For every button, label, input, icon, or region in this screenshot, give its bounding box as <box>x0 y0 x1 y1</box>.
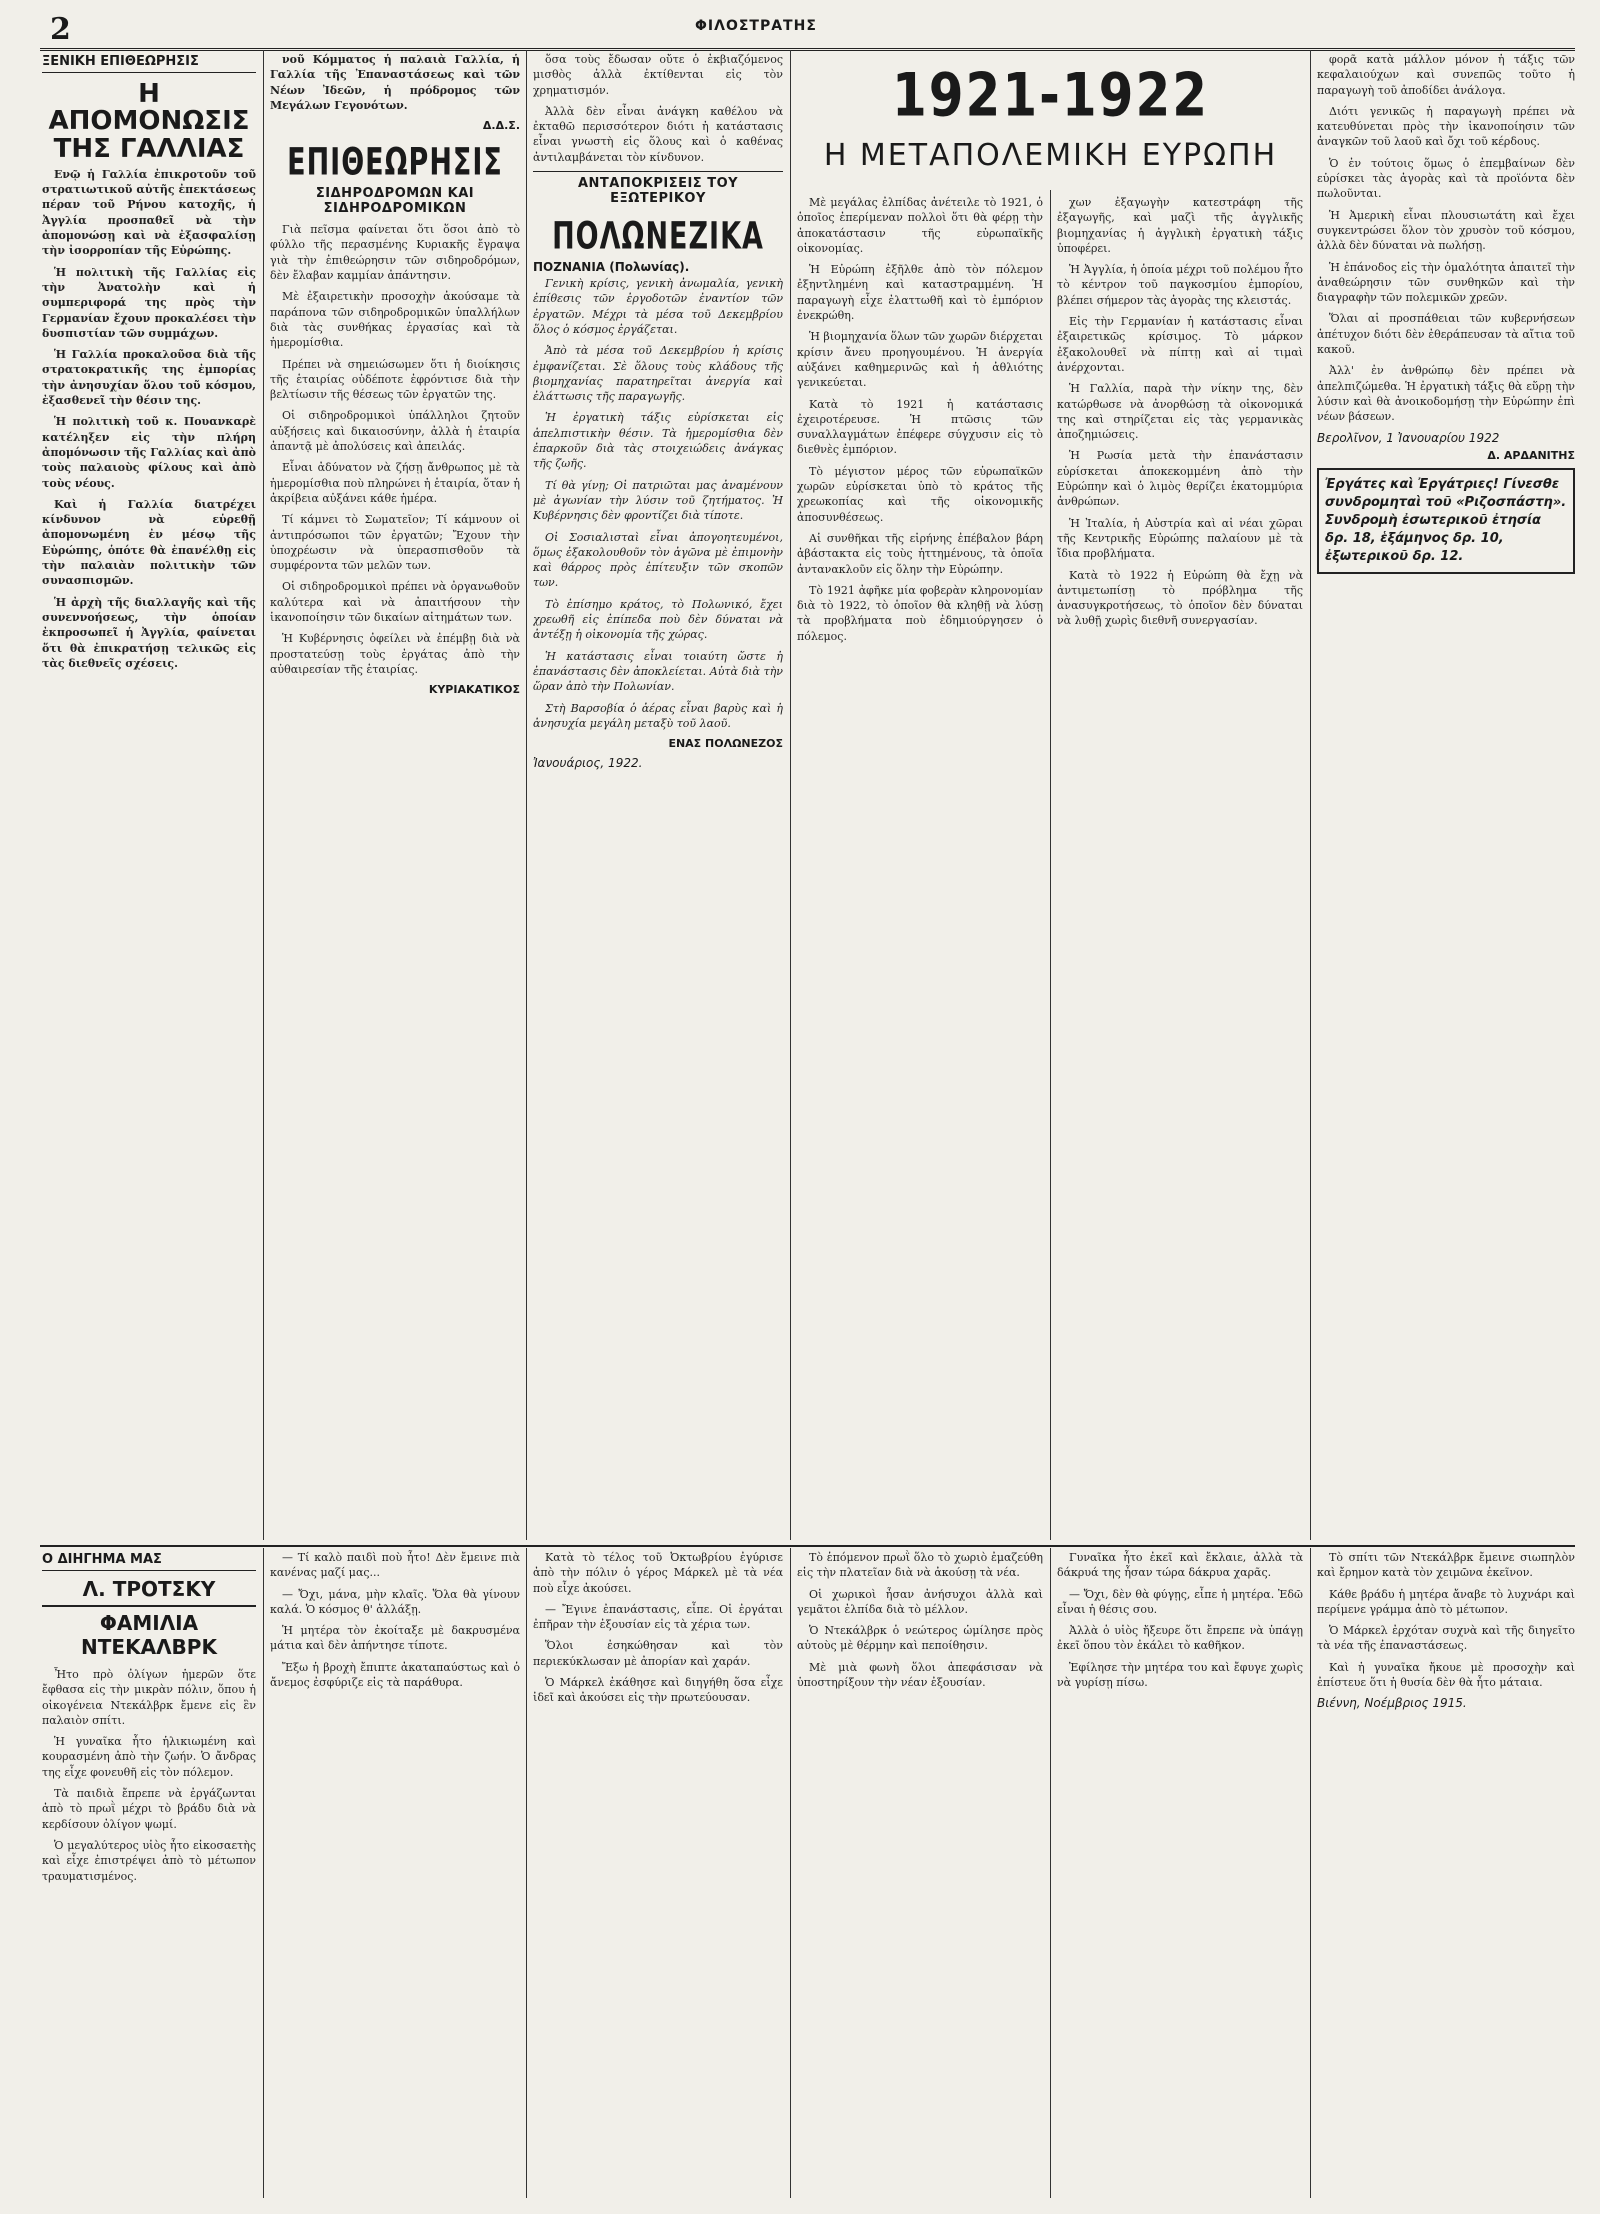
paragraph: Ἀλλ' ἐν ἀνθρώπῳ δὲν πρέπει νὰ ἀπελπιζώμεθα. Ἡ ἐργατικὴ τάξις θὰ εὕρῃ τὴν λύσιν καὶ θὰ ἀνοικοδομήσῃ τὴν Εὐρώπην ἐπὶ νέων βάσεων. <box>1317 364 1575 424</box>
paragraph: Ἔξω ἡ βροχὴ ἔπιπτε ἀκαταπαύστως καὶ ὁ ἄνεμος ἐσφύριζε εἰς τὰ παράθυρα. <box>270 1660 520 1690</box>
serial-kicker: Ο ΔΙΗΓΗΜΑ ΜΑΣ <box>42 1550 256 1571</box>
paragraph: Ἡ πολιτικὴ τοῦ κ. Πουανκαρὲ κατέληξεν εἰς τὴν πλήρη ἀπομόνωσιν τῆς Γαλλίας καὶ ἀπὸ τοὺς παλαιοὺς φίλους καὶ ἀπὸ τοὺς νέους. <box>42 415 256 490</box>
serial-title: ΦΑΜΙΛΙΑ ΝΤΕΚΑΛΒΡΚ <box>81 1611 217 1659</box>
paragraph: Ἡ Ἀγγλία, ἡ ὁποία μέχρι τοῦ πολέμου ἦτο τὸ κέντρον τοῦ παγκοσμίου ἐμπορίου, βλέπει σήμερον τὰς ἀγορὰς της κλειστάς. <box>1057 263 1303 307</box>
paragraph: Ἡ γυναῖκα ἦτο ἡλικιωμένη καὶ κουρασμένη ἀπὸ τὴν ζωήν. Ὁ ἄνδρας της εἶχε φονευθῆ εἰς τὸν πόλεμον. <box>42 1735 256 1779</box>
signature: Δ.Δ.Σ. <box>482 119 520 133</box>
dateline: ΠΟΖΝΑΝΙΑ (Πολωνίας). <box>533 260 690 275</box>
serial-author: Λ. ΤΡΟΤΣΚΥ <box>42 1577 256 1607</box>
banner-article-continuation <box>1317 52 1575 1540</box>
banner-article-left <box>797 195 1043 1540</box>
paragraph: Οἱ χωρικοὶ ἦσαν ἀνήσυχοι ἀλλὰ καὶ γεμᾶτοι ἐλπίδα διὰ τὸ μέλλον. <box>797 1587 1043 1616</box>
paragraph: Αἱ συνθῆκαι τῆς εἰρήνης ἐπέβαλον βάρη ἀβάστακτα εἰς τοὺς ἡττημένους, τὰ ὁποῖα ἀντανακλοῦν εἰς ὅλην τὴν Εὐρώπην. <box>797 531 1043 576</box>
paragraph: Ἡ ἀρχὴ τῆς διαλλαγῆς καὶ τῆς συνεννοήσεως, τὴν ὁποίαν ἐκπροσωπεῖ ἡ Ἀγγλία, φαίνεται ὅτι θὰ ἐπικρατήσῃ τελικῶς εἰς τὰς διεθνεῖς σχέσεις. <box>42 595 256 670</box>
paragraph: Ἀπὸ τὰ μέσα τοῦ Δεκεμβρίου ἡ κρίσις ἐμφανίζεται. Σὲ ὅλους τοὺς κλάδους τῆς βιομηχανίας παρατηρεῖται ἀνεργία καὶ ἐλάττωσις τῆς παραγωγῆς. <box>533 344 783 404</box>
paragraph: Κατὰ τὸ 1922 ἡ Εὐρώπη θὰ ἔχῃ νὰ ἀντιμετωπίσῃ τὸ πρόβλημα τῆς ἀνασυγκροτήσεως, τὸ ὁποῖον δὲν δύναται νὰ λυθῇ χωρὶς διεθνῆ συνεργασίαν. <box>1057 568 1303 628</box>
paragraph: Γενικὴ κρίσις, γενικὴ ἀνωμαλία, γενικὴ ἐπίθεσις τῶν ἐργοδοτῶν ἐναντίον τῶν ἐργατῶν. Μέχρι τὰ μέσα τοῦ Δεκεμβρίου ὅλος ὁ κόσμος ἐργάζεται. <box>533 277 783 336</box>
paragraph: Μὲ ἐξαιρετικὴν προσοχὴν ἀκούσαμε τὰ παράπονα τῶν σιδηροδρομικῶν ὑπαλλήλων διὰ τὰς συνθήκας ἐργασίας καὶ τὰ ἡμερομίσθια. <box>270 290 520 350</box>
paragraph: Κάθε βράδυ ἡ μητέρα ἄναβε τὸ λυχνάρι καὶ περίμενε γράμμα ἀπὸ τὸ μέτωπον. <box>1317 1587 1575 1616</box>
paragraph: Ὅλαι αἱ προσπάθειαι τῶν κυβερνήσεων ἀπέτυχον διότι δὲν ἐθεράπευσαν τὰ αἴτια τοῦ κακοῦ. <box>1317 312 1575 357</box>
section-label: ΑΝΤΑΠΟΚΡΙΣΕΙΣ ΤΟΥ ΕΞΩΤΕΡΙΚΟΥ <box>533 171 783 206</box>
column-rule <box>263 1548 264 2198</box>
paragraph: Τὸ ἐπίσημο κράτος, τὸ Πολωνικό, ἔχει χρεωθῆ εἰς ἐπίπεδα ποὺ δὲν δύναται νὰ ἀντέξῃ ἡ οἰκονομία τῆς χώρας. <box>533 597 783 642</box>
article-subhead: ΣΙΔΗΡΟΔΡΟΜΩΝ ΚΑΙ ΣΙΔΗΡΟΔΡΟΜΙΚΩΝ <box>315 186 475 217</box>
paragraph: Ἡ Εὐρώπη ἐξῆλθε ἀπὸ τὸν πόλεμον ἐξηντλημένη καὶ καταστραμμένη. Ἡ παραγωγὴ εἶχε ἐλαττωθῆ καὶ τὸ ἐμπόριον ἐνεκρώθη. <box>797 263 1043 323</box>
date: Βιέννη, Νοέμβριος 1915. <box>1317 1696 1467 1711</box>
column-rule <box>790 50 791 1540</box>
paragraph: ὅσα τοὺς ἔδωσαν οὔτε ὁ ἐκβιαζόμενος μισθὸς ἀλλὰ ἐκτίθενται εἰς τὸν χρηματισμόν. <box>533 53 783 97</box>
serial-column-6 <box>1317 1550 1575 2200</box>
paragraph: Τί κάμνει τὸ Σωματεῖον; Τί κάμνουν οἱ ἀντιπρόσωποι τῶν ἐργατῶν; Ἔχουν τὴν ὑποχρέωσιν νὰ ὑπερασπισθοῦν τὰ συμφέροντα τῶν μελῶν των. <box>270 513 520 573</box>
column-rule <box>1310 1548 1311 2198</box>
paragraph: Ἡ μητέρα τὸν ἐκοίταξε μὲ δακρυσμένα μάτια καὶ δὲν ἀπήντησε τίποτε. <box>270 1624 520 1653</box>
signature: Δ. ΑΡΔΑΝΙΤΗΣ <box>1487 448 1575 462</box>
paragraph: Ὁ Μάρκελ ἐκάθησε καὶ διηγήθη ὅσα εἶχε ἰδεῖ καὶ ἀκούσει εἰς τὴν πρωτεύουσαν. <box>533 1676 783 1705</box>
signature: ΚΥΡΙΑΚΑΤΙΚΟΣ <box>428 683 520 697</box>
paragraph: Οἱ σιδηροδρομικοὶ πρέπει νὰ ὀργανωθοῦν καλύτερα καὶ νὰ ἀπαιτήσουν τὴν ἱκανοποίησιν τῶν δικαίων αἰτημάτων των. <box>270 580 520 625</box>
paragraph: Ὁ Μάρκελ ἐρχόταν συχνὰ καὶ τῆς διηγεῖτο τὰ νέα τῆς ἐπαναστάσεως. <box>1317 1624 1575 1653</box>
serial-column-3 <box>533 1550 783 2200</box>
paragraph: — Τί καλὸ παιδὶ ποὺ ἦτο! Δὲν ἔμεινε πιὰ κανένας μαζί μας... <box>270 1551 520 1580</box>
paragraph: Γυναῖκα ἦτο ἐκεῖ καὶ ἔκλαιε, ἀλλὰ τὰ δάκρυά της ἦσαν τώρα δάκρυα χαρᾶς. <box>1057 1551 1303 1580</box>
paragraph: Ἦτο πρὸ ὀλίγων ἡμερῶν ὅτε ἔφθασα εἰς τὴν μικρὰν πόλιν, ὅπου ἡ οἰκογένεια Ντεκάλβρκ ἔμενε εἰς ἓν παλαιὸν σπίτι. <box>42 1668 256 1727</box>
article-headline: Η ΑΠΟΜΟΝΩΣΙΣ ΤΗΣ ΓΑΛΛΙΑΣ <box>48 79 250 164</box>
column-railways <box>270 52 520 1540</box>
paragraph: Ἀλλὰ ὁ υἱὸς ἤξευρε ὅτι ἔπρεπε νὰ ὑπάγῃ ἐκεῖ ὅπου τὸν ἐκάλει τὸ καθῆκον. <box>1057 1624 1303 1653</box>
subscription-notice: Ἐργάτες καὶ Ἐργάτριες! Γίνεσθε συνδρομηταὶ τοῦ «Ριζοσπάστη». Συνδρομὴ ἐσωτερικοῦ ἐτησία δρ. 18, ἑξάμηνος δρ. 10, ἐξωτερικοῦ δρ. 12. <box>1317 468 1575 574</box>
paragraph: Τὸ ἑπόμενον πρωῒ ὅλο τὸ χωριὸ ἐμαζεύθη εἰς τὴν πλατεῖαν διὰ νὰ ἀκούσῃ τὰ νέα. <box>797 1551 1043 1580</box>
paragraph: Ενῷ ἡ Γαλλία ἐπικροτοῦν τοῦ στρατιωτικοῦ αὐτῆς ἐπεκτάσεως πέραν τοῦ Ρήνου κατοχῆς, ἡ Ἀγγλία προσπαθεῖ νὰ τὴν ἀπομονώσῃ καὶ νὰ ἐξασφαλίσῃ τὴν ἰσορροπίαν τῆς Εὐρώπης. <box>42 167 256 258</box>
paragraph: Ἡ ἐργατικὴ τάξις εὑρίσκεται εἰς ἀπελπιστικὴν θέσιν. Τὰ ἡμερομίσθια δὲν ἐπαρκοῦν διὰ τὰς στοιχειώδεις ἀνάγκας τῆς ζωῆς. <box>533 411 783 471</box>
paragraph: Γιὰ πεῖσμα φαίνεται ὅτι ὅσοι ἀπὸ τὸ φύλλο τῆς περασμένης Κυριακῆς ἔγραψα γιὰ τὴν ἐπιθεώρησιν τῶν σιδηροδρόμων, δὲν ἔλαβαν καμμίαν ἀπάντησιν. <box>270 223 520 283</box>
column-foreign-review <box>42 52 256 1540</box>
paragraph: Οἱ Σοσιαλισταὶ εἶναι ἀπογοητευμένοι, ὅμως ἐξακολουθοῦν τὸν ἀγῶνα μὲ ἐπιμονὴν καὶ θάρρος πρὸς ἐπίτευξιν τῶν σκοπῶν των. <box>533 530 783 590</box>
paper-name: ΦΙΛΟΣΤΡΑΤΗΣ <box>695 18 817 34</box>
serial-column-1 <box>42 1550 256 2200</box>
paragraph: Τὸ 1921 ἀφῆκε μία φοβερὰν κληρονομίαν διὰ τὸ 1922, τὸ ὁποῖον θὰ κληθῇ νὰ λύσῃ τὰ προβλήματα ποὺ ἐδημιούργησεν ὁ πόλεμος. <box>797 583 1043 643</box>
paragraph: Μὲ μεγάλας ἐλπίδας ἀνέτειλε τὸ 1921, ὁ ὁποῖος ἐπερίμεναν πολλοὶ ὅτι θὰ φέρῃ τὴν ἀποκατάστασιν τῆς εὐρωπαϊκῆς οἰκονομίας. <box>797 196 1043 255</box>
paragraph: — Ἔγινε ἐπανάστασις, εἶπε. Οἱ ἐργάται ἐπῆραν τὴν ἐξουσίαν εἰς τὰ χέρια των. <box>533 1602 783 1632</box>
paragraph: νοῦ Κόμματος ἡ παλαιὰ Γαλλία, ἡ Γαλλία τῆς Ἐπαναστάσεως καὶ τῶν Νέων Ἰδεῶν, ἡ πρόδρομος τῶν Μεγάλων Γεγονότων. <box>270 53 520 112</box>
paragraph: Ἡ Γαλλία προκαλοῦσα διὰ τῆς στρατοκρατικῆς της ἐμπορίας τὴν ἀνησυχίαν ὅλου τοῦ κόσμου, ἐξασθενεῖ τὴν θέσιν της. <box>42 348 256 408</box>
paragraph: χων ἐξαγωγὴν κατεστράφη τῆς ἐξαγωγῆς, καὶ μαζὶ τῆς ἀγγλικῆς βιομηχανίας ἡ ἀγγλικὴ ἐργατικὴ τάξις ὑποφέρει. <box>1057 196 1303 255</box>
section-kicker: ΞΕΝΙΚΗ ΕΠΙΘΕΩΡΗΣΙΣ <box>42 52 256 73</box>
date: Ἰανουάριος, 1922. <box>533 756 643 771</box>
paragraph: Τὰ παιδιὰ ἔπρεπε νὰ ἐργάζωνται ἀπὸ τὸ πρωῒ μέχρι τὸ βράδυ διὰ νὰ κερδίσουν ὀλίγον ψωμί. <box>42 1787 256 1831</box>
paragraph: Ἡ Ἰταλία, ἡ Αὐστρία καὶ αἱ νέαι χῶραι τῆς Κεντρικῆς Εὐρώπης παλαίουν μὲ τὰ ἴδια προβλήματα. <box>1057 516 1303 561</box>
paragraph: Ἡ ἐπάνοδος εἰς τὴν ὁμαλότητα ἀπαιτεῖ τὴν ἀναθεώρησιν τῶν συνθηκῶν καὶ τὴν διαγραφὴν τῶν πολεμικῶν χρεῶν. <box>1317 260 1575 305</box>
signature: ΕΝΑΣ ΠΟΛΩΝΕΖΟΣ <box>668 737 783 751</box>
paragraph: Ἡ βιομηχανία ὅλων τῶν χωρῶν διέρχεται κρίσιν ἄνευ προηγουμένου. Ἡ ἀνεργία αὐξάνει καθημερινῶς καὶ ἡ ἀθλιότης γενικεύεται. <box>797 330 1043 390</box>
paragraph: Τὸ σπίτι τῶν Ντεκάλβρκ ἔμεινε σιωπηλὸν καὶ ἔρημον κατὰ τὸν χειμῶνα ἐκεῖνον. <box>1317 1551 1575 1580</box>
column-rule <box>1050 1548 1051 2198</box>
paragraph: Πρέπει νὰ σημειώσωμεν ὅτι ἡ διοίκησις τῆς ἑταιρίας οὐδέποτε ἐφρόντισε διὰ τὴν βελτίωσιν τῆς θέσεως τῶν ἐργατῶν της. <box>270 357 520 402</box>
paragraph: Στὴ Βαρσοβία ὁ ἀέρας εἶναι βαρὺς καὶ ἡ ἀνησυχία μεγάλη μεταξὺ τοῦ λαοῦ. <box>533 701 783 730</box>
paragraph: Ἀλλὰ δὲν εἶναι ἀνάγκη καθέλου νὰ ἐκταθῶ περισσότερον διότι ἡ κατάστασις εἶναι γνωστὴ εἰς ὅλους καὶ ὁ καθένας ἀντιλαμβάνεται τὸν κίνδυνον. <box>533 104 783 164</box>
paragraph: Διότι γενικῶς ἡ παραγωγὴ πρέπει νὰ κατευθύνεται πρὸς τὴν ἱκανοποίησιν τῶν ἀναγκῶν τοῦ λαοῦ καὶ ὄχι τοῦ κέρδους. <box>1317 104 1575 149</box>
paragraph: Ἡ Ρωσία μετὰ τὴν ἐπανάστασιν εὑρίσκεται ἀποκεκομμένη ἀπὸ τὴν Εὐρώπην καὶ ὁ λιμὸς θερίζει ἑκατομμύρια ἀνθρώπων. <box>1057 449 1303 509</box>
banner-title: Η ΜΕΤΑΠΟΛΕΜΙΚΗ ΕΥΡΩΠΗ <box>823 138 1278 173</box>
paragraph: Εἶναι ἀδύνατον νὰ ζήσῃ ἄνθρωπος μὲ τὰ ἡμερομίσθια ποὺ πληρώνει ἡ ἑταιρία, ὅταν ἡ ἀκρίβεια αὐξάνει κάθε ἡμέρα. <box>270 461 520 505</box>
paragraph: Ἡ κατάστασις εἶναι τοιαύτη ὥστε ἡ ἐπανάστασις δὲν ἀποκλείεται. Αὐτὰ διὰ τὴν ὥραν ἀπὸ τὴν Πολωνίαν. <box>533 649 783 694</box>
column-rule <box>790 1548 791 2198</box>
banner-article-right <box>1057 195 1303 1540</box>
dateline: Βερολῖνον, 1 Ἰανουαρίου 1922 <box>1317 430 1500 445</box>
paragraph: Εἰς τὴν Γερμανίαν ἡ κατάστασις εἶναι ἐξαιρετικῶς κρίσιμος. Τὸ μάρκον ἐξακολουθεῖ νὰ πίπτῃ καὶ αἱ τιμαὶ ἀνέρχονται. <box>1057 315 1303 374</box>
paragraph: φορᾶ κατὰ μάλλον μόνον ἡ τάξις τῶν κεφαλαιούχων καὶ συνεπῶς τοῦτο ἡ παραγωγὴ τοῦ ἀποδίδει ἀνάλογα. <box>1317 53 1575 97</box>
paragraph: Καὶ ἡ Γαλλία διατρέχει κίνδυνον νὰ εὑρεθῇ ἀπομονωμένη ἐν μέσῳ τῆς Εὐρώπης, ὁπότε θὰ ἐπανέλθῃ εἰς τὴν παλαιὰν πολιτικὴν τῶν συνασπισμῶν. <box>42 497 256 588</box>
article-headline: ΕΠΙΘΕΩΡΗΣΙΣ <box>287 140 503 185</box>
banner-year: 1921-1922 <box>891 60 1210 130</box>
paragraph: Κατὰ τὸ τέλος τοῦ Ὀκτωβρίου ἐγύρισε ἀπὸ τὴν πόλιν ὁ γέρος Μάρκελ μὲ τὰ νέα ποὺ εἶχε ἀκούσει. <box>533 1551 783 1595</box>
article-headline: ΠΟΛΩΝΕΖΙΚΑ <box>552 214 764 259</box>
page-number: 2 <box>50 12 71 47</box>
paragraph: Ὁ μεγαλύτερος υἱὸς ἦτο εἰκοσαετὴς καὶ εἶχε ἐπιστρέψει ἀπὸ τὸ μέτωπον τραυματισμένος. <box>42 1838 256 1883</box>
masthead <box>40 8 1575 51</box>
banner-article-header <box>797 52 1304 192</box>
paragraph: Ἡ Κυβέρνησις ὀφείλει νὰ ἐπέμβῃ διὰ νὰ προστατεύσῃ τοὺς ἐργάτας ἀπὸ τὴν αὐθαιρεσίαν τῆς ἑταιρίας. <box>270 632 520 676</box>
serial-column-2 <box>270 1550 520 2200</box>
paragraph: Τί θὰ γίνῃ; Οἱ πατριῶται μας ἀναμένουν μὲ ἀγωνίαν τὴν λύσιν τοῦ ζητήματος. Ἡ Κυβέρνησις δὲν φροντίζει διὰ τίποτε. <box>533 478 783 523</box>
paragraph: Ἡ πολιτικὴ τῆς Γαλλίας εἰς τὴν Ἀνατολὴν καὶ ἡ συμπεριφορά της πρὸς τὴν Γερμανίαν ἔχουν προκαλέσει τὴν δυσπιστίαν τῶν συμμάχων. <box>42 265 256 340</box>
paragraph: Ὁ ἐν τούτοις ὅμως ὁ ἐπεμβαίνων δὲν εὑρίσκει τὰς ἀγορὰς καὶ τὰ προϊόντα δὲν πωλοῦνται. <box>1317 156 1575 201</box>
paragraph: Κατὰ τὸ 1921 ἡ κατάστασις ἐχειροτέρευσε. Ἡ πτῶσις τῶν συναλλαγμάτων ἐπέφερε σύγχυσιν εἰς τὸ διεθνὲς ἐμπόριον. <box>797 397 1043 457</box>
paragraph: Καὶ ἡ γυναῖκα ἤκουε μὲ προσοχὴν καὶ ἐπίστευε ὅτι ἡ θυσία δὲν θὰ ἦτο μάταια. <box>1317 1660 1575 1690</box>
column-rule <box>526 50 527 1540</box>
column-rule <box>1050 190 1051 1540</box>
paragraph: Τὸ μέγιστον μέρος τῶν εὐρωπαϊκῶν χωρῶν εὑρίσκεται ὑπὸ τὸ κράτος τῆς χρεωκοπίας καὶ τῆς οἰκονομικῆς ἀποσυνθέσεως. <box>797 464 1043 524</box>
column-polish-correspondence <box>533 52 783 1540</box>
column-rule <box>1310 50 1311 1540</box>
paragraph: Ἡ Γαλλία, παρὰ τὴν νίκην της, δὲν κατώρθωσε νὰ ἀνορθώσῃ τὰ οἰκονομικά της καὶ στηρίζεται εἰς τὰς γερμανικὰς ἀποζημιώσεις. <box>1057 382 1303 442</box>
column-rule <box>263 50 264 1540</box>
paragraph: Ἐφίλησε τὴν μητέρα του καὶ ἔφυγε χωρὶς νὰ γυρίσῃ πίσω. <box>1057 1660 1303 1690</box>
paragraph: — Ὄχι, μάνα, μὴν κλαῖς. Ὅλα θὰ γίνουν καλά. Ὁ κόσμος θ' ἀλλάξῃ. <box>270 1587 520 1616</box>
serial-column-4 <box>797 1550 1043 2200</box>
serial-column-5 <box>1057 1550 1303 2200</box>
paragraph: Οἱ σιδηροδρομικοὶ ὑπάλληλοι ζητοῦν αὐξήσεις καὶ δικαιοσύνην, ἀλλὰ ἡ ἑταιρία ἀπαντᾷ μὲ ἀπολύσεις καὶ ἀπειλάς. <box>270 409 520 454</box>
paragraph: Ἡ Ἀμερικὴ εἶναι πλουσιωτάτη καὶ ἔχει συγκεντρώσει ὅλον τὸν χρυσὸν τοῦ κόσμου, ἀλλὰ δὲν δύναται νὰ πωλήσῃ. <box>1317 208 1575 253</box>
section-divider <box>40 1545 1575 1547</box>
paragraph: Μὲ μιὰ φωνὴ ὅλοι ἀπεφάσισαν νὰ ὑποστηρίξουν τὴν νέαν ἐξουσίαν. <box>797 1660 1043 1690</box>
paragraph: Ὅλοι ἐσηκώθησαν καὶ τὸν περιεκύκλωσαν μὲ ἀπορίαν καὶ χαράν. <box>533 1639 783 1668</box>
paragraph: Ὁ Ντεκάλβρκ ὁ νεώτερος ὡμίλησε πρὸς αὐτοὺς μὲ θέρμην καὶ πεποίθησιν. <box>797 1624 1043 1653</box>
paragraph: — Ὄχι, δὲν θὰ φύγῃς, εἶπε ἡ μητέρα. Ἐδῶ εἶναι ἡ θέσις σου. <box>1057 1587 1303 1616</box>
column-rule <box>526 1548 527 2198</box>
